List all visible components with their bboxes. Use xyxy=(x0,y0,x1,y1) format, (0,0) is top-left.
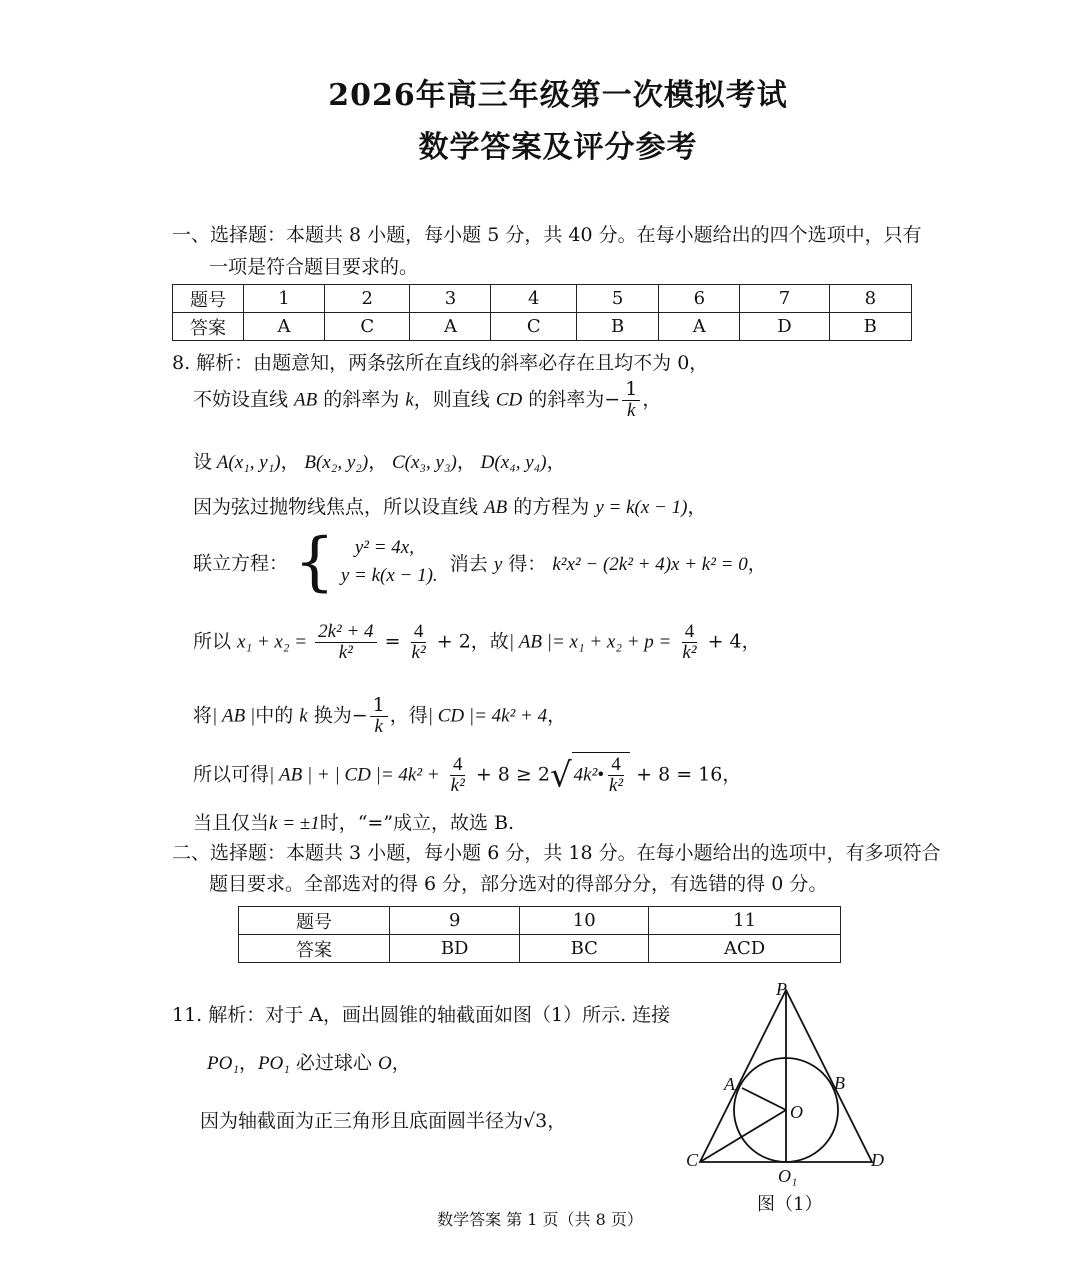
fraction xyxy=(370,696,388,737)
math-cd: CD xyxy=(495,389,523,411)
numerator: 1 xyxy=(622,380,640,401)
page-footer: 数学答案 第 1 页（共 8 页） xyxy=(437,1210,643,1229)
section2-heading-cont: 题目要求。全部选对的得 6 分，部分选对的得部分分，有选错的得 0 分。 xyxy=(209,873,828,895)
section1-heading: 一、选择题：本题共 8 小题，每小题 5 分，共 40 分。在每小题给出的四个选项中，只有 xyxy=(172,224,922,246)
answer-table-2 xyxy=(238,906,841,963)
point-d: D(x₄, y₄) xyxy=(480,452,547,473)
text: 将 xyxy=(193,704,213,727)
denominator: k² xyxy=(450,774,465,796)
table-row xyxy=(173,313,912,341)
numerator: 4 xyxy=(682,622,698,643)
label-c: C xyxy=(686,1150,699,1170)
text: ，故 xyxy=(470,630,509,653)
math-po1: PO₁ xyxy=(207,1053,239,1074)
table-header-cell: 答案 xyxy=(239,935,390,963)
table-cell: 5 xyxy=(576,285,658,313)
table-cell: 8 xyxy=(829,285,911,313)
minus: − xyxy=(604,388,621,411)
text: + 8 ≥ 2 xyxy=(475,763,550,786)
text: ，得 xyxy=(389,704,428,727)
denominator: k² xyxy=(411,641,426,663)
denominator: k xyxy=(374,715,383,737)
fraction xyxy=(315,622,376,663)
figure-caption: 图（1） xyxy=(757,1194,823,1215)
sqrt-sign: √ xyxy=(549,755,572,796)
math-y: y xyxy=(493,553,503,575)
table-cell: 7 xyxy=(740,285,829,313)
numerator: 1 xyxy=(370,696,388,717)
q11-line2 xyxy=(207,1048,411,1075)
cone-cross-section-figure xyxy=(660,975,920,1195)
math-cd-length: | CD |= 4k² + 4 xyxy=(427,705,548,727)
text: 因为弦过抛物线焦点，所以设直线 xyxy=(193,496,485,518)
text: 当且仅当 xyxy=(193,812,270,834)
math-ab-abs: | AB | xyxy=(212,705,256,727)
text: ， xyxy=(642,388,662,411)
table-row xyxy=(239,907,841,935)
q8-cd xyxy=(193,696,566,737)
table-cell: 2 xyxy=(324,285,410,313)
fraction xyxy=(606,755,626,796)
fraction xyxy=(679,622,699,663)
quadratic-equation: k²x² − (2k² + 4)x + k² = 0 xyxy=(552,553,748,575)
table-header-cell: 题号 xyxy=(239,907,390,935)
text: 必过球心 xyxy=(289,1052,378,1074)
point-c: C(x₃, y₃) xyxy=(391,452,457,473)
label-b: B xyxy=(834,1073,845,1093)
q8-conclusion xyxy=(193,808,514,835)
text: ， xyxy=(687,496,707,518)
equation-system xyxy=(341,534,438,591)
text: 所以 xyxy=(193,630,238,653)
table-header-cell: 题号 xyxy=(173,285,244,313)
text: ， xyxy=(547,1110,567,1132)
text: ， xyxy=(547,704,567,727)
math-ab: AB xyxy=(294,389,318,411)
table-cell: 6 xyxy=(659,285,740,313)
table-cell: C xyxy=(324,313,410,341)
table-cell: A xyxy=(410,313,491,341)
table-cell: D xyxy=(740,313,829,341)
system-eq-1: y² = 4x, xyxy=(354,536,414,558)
page-subtitle: 数学答案及评分参考 xyxy=(418,130,698,165)
text: ， xyxy=(391,1052,411,1074)
denominator: k² xyxy=(608,774,624,796)
line-equation: y = k(x − 1) xyxy=(595,497,688,518)
numerator: 4 xyxy=(608,755,624,776)
label-d: D xyxy=(871,1150,884,1170)
table-cell: C xyxy=(491,313,577,341)
math-po1: PO₁ xyxy=(257,1053,290,1074)
brace: { xyxy=(294,525,335,599)
q8-line2 xyxy=(193,380,661,421)
denominator: k xyxy=(627,399,636,421)
text: 因为轴截面为正三角形且底面圆半径为 xyxy=(200,1110,524,1132)
table-cell: B xyxy=(829,313,911,341)
text: ， xyxy=(238,1052,258,1074)
label-a: A xyxy=(724,1074,735,1094)
fraction xyxy=(622,380,640,421)
label-o: O xyxy=(790,1102,803,1122)
system-eq-2: y = k(x − 1). xyxy=(340,565,438,586)
text: ， xyxy=(546,452,566,473)
math-o: O xyxy=(377,1053,392,1074)
table-cell: A xyxy=(659,313,740,341)
table-row xyxy=(239,935,841,963)
section2-heading: 二、选择题：本题共 3 小题，每小题 6 分，共 18 分。在每小题给出的选项中，有多项符合 xyxy=(172,842,941,864)
section1-heading-cont: 一项是符合题目要求的。 xyxy=(209,256,419,278)
text: 所以可得 xyxy=(193,763,270,786)
text: 消去 xyxy=(449,552,494,575)
fraction xyxy=(409,622,429,663)
denominator: k² xyxy=(338,641,353,663)
text: 的斜率为 xyxy=(522,388,605,411)
table-cell: 1 xyxy=(244,285,325,313)
answer-table-1 xyxy=(172,284,912,341)
table-cell: ACD xyxy=(649,935,841,963)
math-k: k xyxy=(299,705,308,727)
text: 不妨设直线 xyxy=(193,388,295,411)
text: 时，“=”成立，故选 B. xyxy=(319,812,515,834)
text: 的方程为 xyxy=(507,496,596,518)
label-p: P xyxy=(776,979,787,999)
page-title: 2026年高三年级第一次模拟考试 xyxy=(328,78,788,113)
label-o1: O₁ xyxy=(778,1166,798,1186)
math-expression: | AB | + | CD |= 4k² + xyxy=(269,764,440,786)
equals: = xyxy=(384,630,401,653)
table-cell: 9 xyxy=(390,907,520,935)
math-ab-length: | AB |= x₁ + x₂ + p = xyxy=(508,631,672,653)
text: ， xyxy=(722,763,742,786)
radius-oa xyxy=(742,1088,786,1110)
math-ab: AB xyxy=(484,497,508,518)
table-cell: 3 xyxy=(410,285,491,313)
minus: − xyxy=(351,704,368,727)
table-cell: B xyxy=(576,313,658,341)
table-cell: BD xyxy=(390,935,520,963)
fraction xyxy=(448,755,468,796)
text: + 4 xyxy=(707,630,742,653)
math-root: 4k²• xyxy=(573,764,604,786)
table-header-cell: 答案 xyxy=(173,313,244,341)
table-cell: 11 xyxy=(649,907,841,935)
text: ，则直线 xyxy=(413,388,496,411)
text: 联立方程： xyxy=(193,552,289,575)
table-cell: 4 xyxy=(491,285,577,313)
text: ， xyxy=(456,452,476,473)
q11-line3 xyxy=(200,1106,566,1133)
text: 中的 xyxy=(255,704,300,727)
numerator: 2k² + 4 xyxy=(315,622,376,643)
math-sum: x₁ + x₂ = xyxy=(237,631,308,653)
table-cell: 10 xyxy=(520,907,649,935)
q8-system xyxy=(193,525,767,599)
text: ， xyxy=(741,630,761,653)
math-sqrt3: √3 xyxy=(523,1110,548,1132)
sqrt-body xyxy=(572,752,630,796)
point-a: A(x₁, y₁) xyxy=(216,452,281,473)
text: ， xyxy=(368,452,388,473)
numerator: 4 xyxy=(450,755,466,776)
q11-intro: 11. 解析：对于 A，画出圆锥的轴截面如图（1）所示. 连接 xyxy=(172,1004,671,1026)
text: 得： xyxy=(502,552,547,575)
q8-line-equation xyxy=(193,492,706,519)
text: + 2 xyxy=(436,630,471,653)
q8-sum xyxy=(193,622,761,663)
text: 换为 xyxy=(307,704,352,727)
numerator: 4 xyxy=(411,622,427,643)
denominator: k² xyxy=(682,641,697,663)
text: ， xyxy=(747,552,767,575)
q8-points xyxy=(193,447,566,474)
text: ， xyxy=(280,452,300,473)
text: 的斜率为 xyxy=(317,388,406,411)
text: 设 xyxy=(193,452,213,473)
table-row xyxy=(173,285,912,313)
table-cell: A xyxy=(244,313,325,341)
q8-intro: 8. 解析：由题意知，两条弦所在直线的斜率必存在且均不为 0， xyxy=(172,352,709,374)
point-b: B(x₂, y₂) xyxy=(304,452,369,473)
math-k: k xyxy=(405,389,414,411)
q8-inequality xyxy=(193,752,741,796)
text: + 8 = 16 xyxy=(636,763,723,786)
table-cell: BC xyxy=(520,935,649,963)
math-condition: k = ±1 xyxy=(269,813,320,834)
